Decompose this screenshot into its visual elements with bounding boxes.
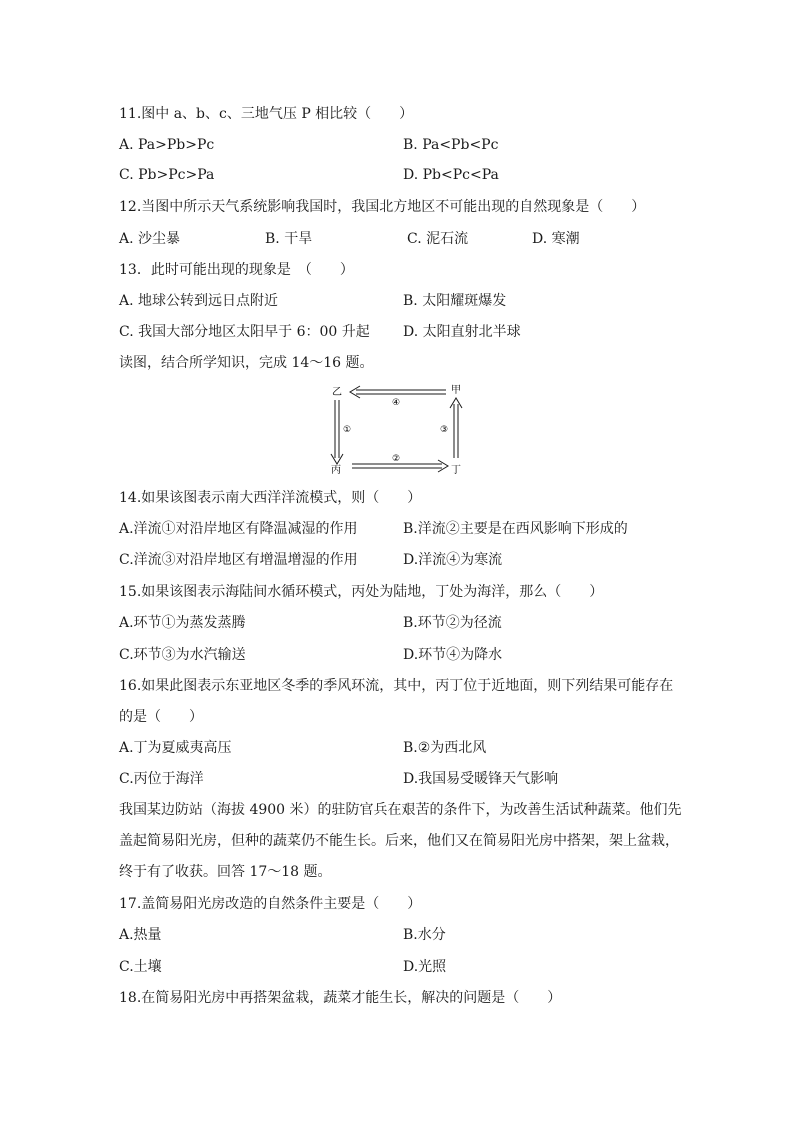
node-ding: 丁 [451,465,461,476]
q16-option-b: B.②为西北风 [403,740,487,756]
intro-14-16: 读图，结合所学知识，完成 14～16 题。 [119,355,374,371]
q14-option-d: D.洋流④为寒流 [403,552,503,568]
q14-option-b: B.洋流②主要是在西风影响下形成的 [403,521,628,537]
q17-option-b: B.水分 [403,927,446,943]
q12-stem: 12.当图中所示天气系统影响我国时，我国北方地区不可能出现的自然现象是（ ） [119,199,646,215]
q17-stem: 17.盖简易阳光房改造的自然条件主要是（ ） [119,896,422,912]
q12-option-c: C. 泥石流 [407,231,469,247]
q17-option-a: A.热量 [119,927,162,943]
q16-stem-line2: 的是（ ） [119,709,203,725]
q16-option-d: D.我国易受暖锋天气影响 [403,771,559,787]
q15-option-a: A.环节①为蒸发蒸腾 [119,615,246,631]
passage-line-2: 盖起简易阳光房，但种的蔬菜仍不能生长。后来，他们又在简易阳光房中搭架，架上盆栽， [119,833,679,849]
q13-option-a: A. 地球公转到远日点附近 [119,293,279,309]
q14-option-c: C.洋流③对沿岸地区有增温增湿的作用 [119,552,358,568]
q13-option-b: B. 太阳耀斑爆发 [403,293,507,309]
q15-stem: 15.如果该图表示海陆间水循环模式，丙处为陆地，丁处为海洋，那么（ ） [119,584,604,600]
node-jia: 甲 [451,385,461,396]
q15-option-d: D.环节④为降水 [403,647,503,663]
q15-option-c: C.环节③为水汽输送 [119,647,246,663]
q12-option-d: D. 寒潮 [532,231,580,247]
q13-option-c: C. 我国大部分地区太阳早于 6：00 升起 [119,324,370,340]
q13-stem: 13．此时可能出现的现象是 （ ） [119,262,354,278]
node-yi: 乙 [332,387,342,398]
label-arrow-3: ③ [440,425,449,435]
arrow-top [350,386,446,398]
q16-stem-line1: 16.如果此图表示东亚地区冬季的季风环流，其中，丙丁位于近地面，则下列结果可能存在 [119,678,674,694]
q12-option-b: B. 干旱 [265,231,313,247]
q15-option-b: B.环节②为径流 [403,615,502,631]
arrow-left [331,400,343,464]
arrow-right [450,398,462,458]
passage-line-1: 我国某边防站（海拔 4900 米）的驻防官兵在艰苦的条件下，为改善生活试种蔬菜。他们先 [119,802,682,818]
q14-stem: 14.如果该图表示南大西洋洋流模式，则（ ） [119,490,422,506]
q11-option-c: C. Pb>Pc>Pa [119,167,215,183]
q14-option-a: A.洋流①对沿岸地区有降温减湿的作用 [119,521,358,537]
label-arrow-4: ④ [392,398,401,408]
circulation-diagram [330,380,465,476]
q17-option-c: C.土壤 [119,959,162,975]
q13-option-d: D. 太阳直射北半球 [403,324,521,340]
q11-stem: 11.图中 a、b、c、三地气压 P 相比较（ ） [119,106,414,122]
q11-option-b: B. Pa<Pb<Pc [403,137,499,153]
q11-option-d: D. Pb<Pc<Pa [403,167,499,183]
node-bing: 丙 [331,465,341,476]
q18-stem: 18.在简易阳光房中再搭架盆栽，蔬菜才能生长，解决的问题是（ ） [119,990,562,1006]
q12-option-a: A. 沙尘暴 [119,231,181,247]
label-arrow-1: ① [343,425,352,435]
passage-line-3: 终于有了收获。回答 17～18 题。 [119,864,332,880]
q11-option-a: A. Pa>Pb>Pc [119,137,215,153]
q16-option-c: C.丙位于海洋 [119,771,204,787]
q17-option-d: D.光照 [403,959,447,975]
q16-option-a: A.丁为夏威夷高压 [119,740,232,756]
label-arrow-2: ② [392,454,401,464]
